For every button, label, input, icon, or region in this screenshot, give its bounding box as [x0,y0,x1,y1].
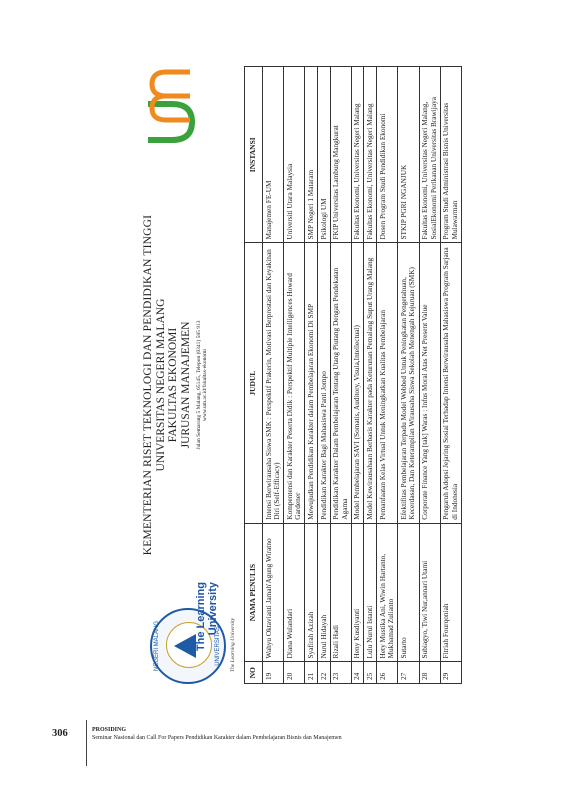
col-header-no: NO [245,662,263,684]
cell-judul: Intensi Berwirausaha Siswa SMK : Perspektif Prakerin, Motivasi Berprestasi dan Keyakinan Diri (Self-Efficacy) [263,243,284,523]
letterhead [140,60,242,690]
cell-no: 29 [440,662,461,684]
the-learning-university-logo [142,62,240,170]
cell-judul: Kompentensi dan Karakter Peserta Didik : Perspektif Multiple Intelligences Howard Gardener [284,243,305,523]
table-row [284,67,305,684]
cell-instansi: Fakultas Ekonomi, Universitas Negeri Malang [351,67,364,244]
website-line: www.um.ac.id/fakultas-ekonomi [201,349,208,421]
cell-judul: Pendidikan Karakter Bagi Mahasiswa Panti Jompo [318,243,331,523]
table-row [364,67,377,684]
cell-instansi: Universiti Utara Malaysia [284,67,305,244]
footer [92,727,342,743]
tlu-logo-line1: The Learning [195,582,207,652]
cell-instansi: SMP Negeri 1 Mataram [305,67,318,244]
cell-no: 28 [419,662,440,684]
table-row [305,67,318,684]
col-header-judul: JUDUL [245,243,263,523]
faculty-line: FAKULTAS EKONOMI [167,327,180,443]
cell-nama: Diana Wulandari [284,523,305,662]
cell-instansi: Fakultas Ekonomi, Universitas Negeri Malang [364,67,377,244]
cell-instansi: Psikologi UM [318,67,331,244]
cell-judul: Model Kewirausahaan Berbasis Karakter pada Keturunan Pemalang Suput Urang Malang [364,243,377,523]
footer-title: PROSIDING [92,727,127,733]
seal-bottom-text: UNIVERSITAS [215,626,221,666]
cell-nama: Nurul Hidayah [318,523,331,662]
cell-judul: Pemanfaatan Kelas Virtual Untuk Meningkatkan Kualitas Pembelajaran [377,243,398,523]
cell-nama: Syafirah Azizah [305,523,318,662]
cell-nama: Hety Mustika Ani, Wiwin Hartanto, Mukhamad Zulianto [377,523,398,662]
table-row [440,67,461,684]
cell-judul: Model Pembelajaran SAVI (Somatis, Auditory, Visula,Intellectual) [351,243,364,523]
cell-judul: Corporate Finance Yang [tak] Waras : Infus Moral Atas Net Present Value [419,243,440,523]
table-row [263,67,284,684]
cell-no: 27 [398,662,419,684]
cell-no: 22 [318,662,331,684]
table-row [351,67,364,684]
col-header-instansi: INSTANSI [245,67,263,244]
papers-table [244,66,462,684]
cell-instansi: Program Studi Administrasi Bisnis Universitas Mulawarman [440,67,461,244]
footer-divider [86,720,87,766]
table-row [330,67,351,684]
cell-judul: Mewujudkan Pendidikan Karakter dalam Pembelajaran Ekonomi Di SMP [305,243,318,523]
logo-m-shape [152,72,190,120]
cell-no: 20 [284,662,305,684]
cell-nama: Wahyu Oktavianti Jamah'Agung Wiratno [263,523,284,662]
cell-nama: Fitriah Fourqoniah [440,523,461,662]
cell-instansi: Dosen Program Studi Pendidikan Ekonomi [377,67,398,244]
cell-no: 25 [364,662,377,684]
seal-top-text: NEGERI MALANG [154,621,160,672]
cell-judul: Pendidikan Karakter Dalam Pembelajaran Tentang Utang Piutang Dengan Pendekatan Agama [330,243,351,523]
tlu-logo-line2: University [206,582,219,636]
cell-nama: Subiagyo, Tiwi Nur,annari Utami [419,523,440,662]
cell-nama: Sutarto [398,523,419,662]
cell-nama: Rizali Hadi [330,523,351,662]
seal-emblem-icon [174,634,196,658]
cell-nama: Heny Kusdiyanti [351,523,364,662]
address-line: Jalan Semarang 5 Malang, 65145, Telepon (0341) 585 913 [195,320,202,450]
table-row [377,67,398,684]
cell-nama: Lulu Nurul Istanti [364,523,377,662]
table-row [398,67,419,684]
tlu-logo-text [196,582,219,670]
cell-no: 24 [351,662,364,684]
cell-instansi: Manajemen FE-UM [263,67,284,244]
department-line: JURUSAN MANAJEMEN [179,321,192,449]
letterhead-text [142,180,208,590]
cell-no: 26 [377,662,398,684]
cell-instansi: FKIP Universitas Lambung Mangkurat [330,67,351,244]
table-header-row [245,67,263,684]
table-row [419,67,440,684]
page-number: 306 [52,728,68,739]
cell-judul: Pengaruh Adopsi Jejaring Sosial Terhadap Intensi Berwirausaha Mahasiswa Program Sarjana di Indonesia [440,243,461,523]
cell-no: 21 [305,662,318,684]
cell-instansi: STKIP PGRI NGANJUK [398,67,419,244]
cell-no: 23 [330,662,351,684]
university-line: UNIVERSITAS NEGERI MALANG [154,298,167,472]
ministry-line: KEMENTERIAN RISET TEKNOLOGI DAN PENDIDIKAN TINGGI [142,214,154,556]
table-body [263,67,462,684]
seal-caption: The Learning University [230,617,236,673]
table-row [318,67,331,684]
cell-no: 19 [263,662,284,684]
footer-subtitle: Seminar Nasional dan Call For Papers Pendidikan Karakter dalam Pembelajaran Bisnis dan Manajemen [92,734,342,741]
rotated-table-page [140,60,570,690]
col-header-nama: NAMA PENULIS [245,523,263,662]
cell-judul: Efektifitas Pembelajaran Terpadu Model Webbed Untuk Peningkatan Pengetahuan, Kecerdasan, Dan Keterampilan Wirausaha Siswa Sekolah Menengah Kejuruan (SMK) [398,243,419,523]
cell-instansi: Fakultas Ekonomi, Universitas Negeri Malang, SosialEkonomi Perikanan Universitas Brawijaya [419,67,440,244]
